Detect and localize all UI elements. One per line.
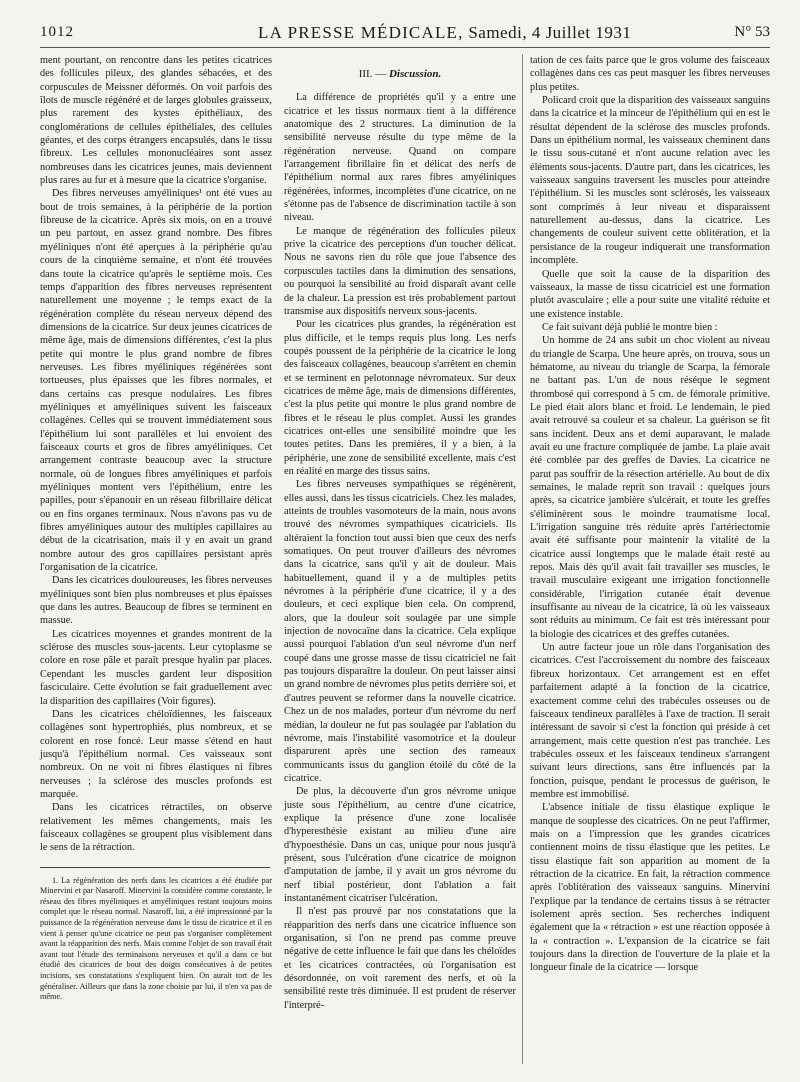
paragraph: Un autre facteur joue un rôle dans l'organisation des cicatrices. C'est l'accroissement du nombre des faisceaux fibreux horizontaux. Cet arrangement est en effet parfaitement adapté à la fonction de la cicatrice, exactement comme celui des trabécules osseuses ou de faisceaux tendineux parallèles à l'axe de traction. Il serait intéressant de savoir si c'est la fonction qui préside à cet arrangement, mais cette question n'est pas tranchée. Les trabécules osseux et les faisceaux tendineux s'arrangent suivant leurs directions, sans être influencés par la fonction, puisque, pendant le processus de guérison, le membre est immobilisé.: [530, 642, 770, 800]
paragraph: Dans les cicatrices chéloïdiennes, les faisceaux collagènes sont hypertrophiés, plus nombreux, et se colorent en rose foncé. Leur masse s'étend en haut jusqu'à l'épithélium normal. Ces vaisseaux sont nombreux. On ne voit ni fibres élastiques ni fibres nerveuses ; la sclérose des muscles profonds est marquée.: [40, 708, 272, 800]
paragraph: tation de ces faits parce que le gros volume des faisceaux collagènes dans ces cas peut masquer les fibres nerveuses plus petites.: [530, 55, 770, 93]
column-3: [530, 54, 770, 975]
page-header: [40, 20, 770, 46]
footnote-rule: [40, 867, 270, 868]
footnote: [40, 876, 272, 1003]
column-separator: [522, 54, 523, 1064]
paragraph: Ce fait suivant déjà publié le montre bien :: [542, 321, 718, 333]
paragraph: Les cicatrices moyennes et grandes montrent de la sclérose des muscles sous-jacents. Leur cytoplasme se colore en rose pâle et paraît presque hyalin par places. Cependant les muscles gardent leur disposition fasciculaire. Cette évolution se fait graduellement avec la disparition des capillaires (Voir figures).: [40, 628, 272, 707]
running-title: [258, 23, 631, 43]
page-number: 1012: [40, 24, 74, 40]
paragraph: Quelle que soit la cause de la disparition des vaisseaux, la masse de tissu cicatriciel est une formation plutôt avasculaire ; elle a pour suite une vitalité réduite et une existence instable.: [530, 268, 770, 320]
section-number: III. —: [358, 68, 387, 80]
section-heading: [284, 68, 516, 81]
issue-date: Samedi, 4 Juillet 1931: [468, 23, 632, 42]
section-title: Discussion.: [388, 68, 442, 80]
paragraph: Pour les cicatrices plus grandes, la régénération est plus difficile, et le temps requis plus long. Les nerfs coupés poussent de la périphérie de la cicatrice le long des faisceaux collagènes, beaucoup s'arrêtent en chemin et se terminent en pelotonnage névromateux. Sur deux cicatrices de même âge, mais de dimensions différentes, c'est la plus petite qui montre le plus grand nombre de fibres et le réseau le plus complet. Aussi les grandes cicatrices ont-elles une sensibilité moindre que les toutes petites. Dans les premières, il y a bien, à la périphérie, une zone de sensibilité excellente, mais c'est en réalité en marge des tissus sains.: [284, 319, 516, 477]
paragraph: Des fibres nerveuses amyéliniques¹ ont été vues au bout de trois semaines, à la périphérie de la portion fibreuse de la cicatrice. Après six mois, on en a trouvé un peu partout, en assez grand nombre. Des fibres myéliniques n'ont été aperçues à la périphérie qu'au cours de la cinquième semaine, et n'ont été trouvées dans toute la cicatrice qu'après le septième mois. Ces temps d'apparition des fibres nerveuses représentent naturellement une moyenne ; le temps exact de la régénération complète du réseau nerveux dépend des dimensions de la cicatrice. Sur deux jeunes cicatrices de même âge, mais de dimensions différentes, c'est la plus petite qui montre le plus grand nombre de fibres nerveuses. Les fibres myéliniques régénérées sont tortueuses, plus épaisses que les fibres normales, et dans certains cas presque nodulaires. Les fibres myéliniques et amyéliniques suivent les faisceaux collagènes. Celles qui se trouvent immédiatement sous l'épithélium lui sont parallèles et lui envoient des faisceaux courts et gros de fibres amyéliniques. Cet arrangement contraste beaucoup avec la structure normale, où de longues fibres amyéliniques et parfois myéliniques montent vers l'épithélium, entre les papilles, pour s'épanouir en un réseau filbrillaire délicat ou en fins organes terminaux. Nous n'avons pas vu de fibres amyéliniques autour des multiples capillaires au début de la cicatrisation, mais il y en avait un grand nombre autour des gros capillaires persistant après l'organisation de la cicatrice.: [40, 188, 272, 574]
paragraph: Dans les cicatrices douloureuses, les fibres nerveuses myéliniques sont bien plus nombreuses et plus épaisses que dans les autres. Beaucoup de fibres se terminent en massue.: [40, 575, 272, 627]
paragraph: Les fibres nerveuses sympathiques se régénèrent, elles aussi, dans les tissus cicatriciels. Chez les malades, atteints de troubles vasomoteurs de la main, nous avons trouvé des névromes sympathiques cicatriciels. Ils altéraient la fonction tout aussi bien que ceux des nerfs somatiques. On peut trouver d'ailleurs des névromes dans la cicatrice, sans qu'il y ait de douleur. Mais habituellement, quand il y a de multiples petits névromes à la périphérie d'une cicatrice, il y a des douleurs, et ceci explique bien cela. On comprend, alors, que la douleur soit soulagée par une simple injection de novocaïne dans la cicatrice. Cela explique aussi pourquoi l'ablation d'un seul névrome d'un nerf coupé dans une grosse masse de tissu cicatriciel ne fait pas toujours disparaître la douleur. On peut laisser ainsi un grand nombre de névromes plus petits derrière soi, et d'autres peuvent se reformer dans la nouvelle cicatrice. Chez un de nos malades, porteur d'un névrome du nerf médian, la douleur ne fut pas soulagée par l'ablation du névrome, mais l'instabilité vasomotrice et la douleur disparurent après une section des rameaux communicants issus du ganglion étoilé du côté de la cicatrice.: [284, 479, 516, 784]
paragraph: Policard croit que la disparition des vaisseaux sanguins dans la cicatrice et la minceur de l'épithélium qui en est le résultat dépendent de la sclérose des muscles profonds. Dans un épithélium normal, les vaisseaux cheminent dans le tissu sous-cutané et n'ont aucune relation avec les éléments sous-jacents. D'autre part, dans les cicatrices, les vaisseaux sanguins traversent les muscles pour atteindre l'épithélium. Si les muscles sont sclérosés, les vaisseaux sont comprimés à leur niveau et disparaissent naturellement au-dessus, dans la cicatrice. Les changements de couleur suivent cette oblitération, et la persistance de la rougeur indiquerait une transformation incomplète.: [530, 95, 770, 267]
paragraph: De plus, la découverte d'un gros névrome unique juste sous l'épithélium, au centre d'une cicatrice, explique la présence d'une zone localisée d'hyperesthésie existant au milieu d'une aire d'hypoesthésie. Dans un cas, unique pour nous jusqu'à présent, sous l'ulcération d'une cicatrice de moignon d'amputation de jambe, il y avait un gros névrome du nerf tibial postérieur, dont l'ablation a fait instantanément cicatriser l'ulcération.: [284, 786, 516, 904]
paragraph: Un homme de 24 ans subit un choc violent au niveau du triangle de Scarpa. Une heure après, on trouva, sous un hématome, au niveau du triangle de Scarpa, la fémorale ne battant pas. L'un de nous réséque le segment thrombosé qui correspond à 5 cm. de fémorale primitive. Le pied était alors blanc et froid. Le lendemain, le pied avait retrouvé sa couleur et sa chaleur. La guérison se fit sans incident. Deux ans et demi auparavant, le malade avait eu une fracture compliquée de jambe. La plaie avait été comblée par des greffes de Davies. La cicatrice ne parut pas souffrir de la résection artérielle. Au bout de dix semaines, le malade reprit son travail : quelques jours après, sa cicatrice jambière s'ulcérait, et toute les greffes s'éliminèrent sous le moindre traumatisme local. L'irrigation sanguine très réduite après l'artériectomie avait été suffisante pour maintenir la vitalité de la cicatrice aussi longtemps que le malade était resté au repos. Mais dès qu'il avait fait travailler ses muscles, le travail musculaire exigeant une irrigation fonctionnelle considérable, l'irrigation cutanée était devenue insuffisante au niveau de la cicatrice, là où les vaisseaux sont réduits au minimum. Ce fait est très intéressant pour la biologie des cicatrices et des greffes cutanées.: [530, 335, 770, 640]
header-rule: [40, 47, 770, 48]
paragraph: ment pourtant, on rencontre dans les petites cicatrices des follicules pileux, des glandes sébacées, et des corpuscules de Meissner déformés. On voit parfois des îlots de muscle régénéré et de larges globules graisseux, plus rarement des kystes épithéliaux, des conglomérations de cellules épithéliales, des cellules géantes, et des corps étrangers encapsulés, dans le tissu fibreux. Les cellules mononucléaires sont assez nombreuses dans les cicatrices jeunes, mais deviennent plus rares au fur et à mesure que la cicatrice s'organise.: [40, 55, 272, 187]
paragraph: L'absence initiale de tissu élastique explique le manque de souplesse des cicatrices. On ne peut l'affirmer, mais on a l'impression que les grandes cicatrices contiennent moins de tissu élastique que les petites. Le tissu élastique fait son apparition au moment de la rétraction de la cicatrice. En fait, la rétraction commence après l'oblitération des vaisseaux sanguins. Minervini l'explique par la tendance de certains tissus à se rétracter isolement après section. Ses recherches indiquent également que la « rétraction » est une réaction opposée à la « contraction ». L'expansion de la cicatrice se fait toujours dans la direction de l'ouverture de la plaie et la longueur finale de la cicatrice — lorsque: [530, 802, 770, 974]
paragraph: Il n'est pas prouvé par nos constatations que la réapparition des nerfs dans une cicatrice influence son organisation, si l'on ne prend pas comme preuve négative de cette influence le fait que dans les chéloïdes et les cicatrices contractées, où l'organisation est désordonnée, on voit rarement des nerfs, et où la sensibilité reste très diminuée. Il est prudent de réserver l'interpré-: [284, 906, 516, 1011]
paragraph: La différence de propriétés qu'il y a entre une cicatrice et les tissus normaux tient à la différence anatomique des 2 structures. La diminution de la sensibilité nerveuse résulte du type même de la régénération nerveuse. Quand on compare l'arrangement fibrillaire fin et délicat des nerfs de l'épithélium normal aux rares fibres amyéliniques régénérées, informes, incomplètes d'une cicatrice, on ne s'étonne pas de l'absence de discrimination tactile à son niveau.: [284, 92, 516, 224]
paragraph: Dans les cicatrices rétractiles, on observe relativement les mêmes changements, mais les faisceaux collagènes se groupent plus visiblement dans le sens de la rétraction.: [40, 802, 272, 854]
paragraph: Le manque de régénération des follicules pileux prive la cicatrice des perceptions d'un toucher délicat. Nous ne savons rien du rôle que joue l'absence des corpuscules tactiles dans la diminution des sensations, ou pourquoi la sensibilité au froid disparaît avant celle de la chaleur. La pression est très probablement partout transmise aux dispositifs nerveux sous-jacents.: [284, 225, 516, 317]
journal-name: LA PRESSE MÉDICALE,: [258, 23, 464, 42]
footnote-text: 1. La régénération des nerfs dans les cicatrices a été étudiée par Minervini et par Nasaroff. Minervini la considère comme constante, le réseau des fibres myéliniques et amyéliniques restant toujours moins complet que le réseau normal. Nasaroff, lui, a été impressionné par la puissance de la régénération nerveuse dans le tissu de cicatrice et il en vient à penser qu'une cicatrice ne peut pas s'organiser complètement avant la réapparition des nerfs. Mais comme l'objet de son travail était avant tout l'étude des terminaisons nerveuses et qu'il a dans ce but étudié des cicatrices de bout des doigts consécutives à de petites incisions, ses constatations s'expliquent bien. On aurait tort de les généraliser. Ailleurs que dans la zone choisie par lui, il n'en va pas de même.: [40, 875, 272, 1002]
issue-number: N° 53: [734, 24, 770, 40]
column-2: [284, 54, 516, 1012]
column-1: [40, 54, 272, 1003]
